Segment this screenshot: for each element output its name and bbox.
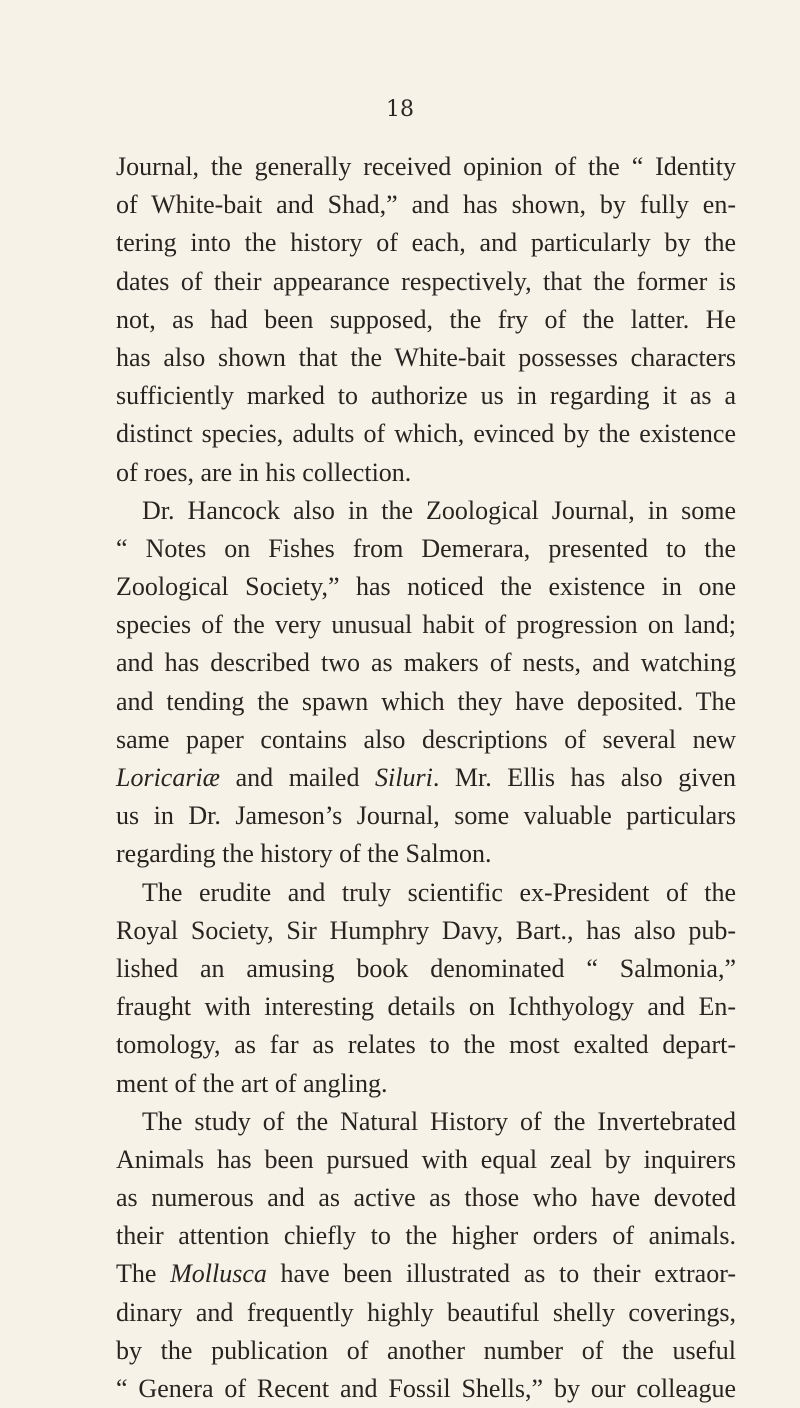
page-number: 18 xyxy=(386,97,414,122)
text-line: as numerous and as active as those who have devoted xyxy=(116,1183,736,1213)
text-line: “ Notes on Fishes from Demerara, presented to the xyxy=(116,533,736,563)
text-line: tomology, as far as relates to the most exalted depart- xyxy=(116,1030,736,1060)
text-line: dates of their appearance respectively, that the former is xyxy=(116,266,736,296)
text-line: Royal Society, Sir Humphry Davy, Bart., has also pub- xyxy=(116,915,736,945)
text-line: tering into the history of each, and particularly by the xyxy=(116,228,736,258)
text-line: by the publication of another number of the useful xyxy=(116,1335,736,1365)
text-line: Zoological Society,” has noticed the existence in one xyxy=(116,572,736,602)
text-line: Journal, the generally received opinion of the “ Identity xyxy=(116,152,736,181)
text-line: species of the very unusual habit of progression on land; xyxy=(116,610,736,640)
text-line xyxy=(116,1255,736,1293)
text-line: dinary and frequently highly beautiful shelly coverings, xyxy=(116,1297,736,1327)
italic-mollusca: Mollusca xyxy=(170,1259,267,1289)
text-line: The erudite and truly scientific ex-President of the xyxy=(142,877,736,907)
text-line: of roes, are in his collection. xyxy=(116,457,412,487)
text-line: distinct species, adults of which, evinced by the existence xyxy=(116,419,736,449)
text-line: ment of the art of angling. xyxy=(116,1068,388,1098)
text-line: has also shown that the White-bait possesses characters xyxy=(116,342,736,372)
text-fragment: have been illustrated as to their extraor- xyxy=(266,1259,737,1289)
text-line: The study of the Natural History of the Invertebrated xyxy=(142,1106,736,1136)
text-fragment: and mailed xyxy=(220,763,376,792)
text-line: not, as had been supposed, the fry of the latter. He xyxy=(116,304,736,334)
text-line xyxy=(116,759,736,797)
text-fragment: . Mr. Ellis has also given xyxy=(432,763,736,792)
text-line: Animals has been pursued with equal zeal by inquirers xyxy=(116,1144,736,1174)
text-line: sufficiently marked to authorize us in regarding it as a xyxy=(116,381,736,411)
text-line: and tending the spawn which they have deposited. The xyxy=(116,686,736,716)
italic-loricariae: Loricariæ xyxy=(116,763,221,792)
text-line: of White-bait and Shad,” and has shown, by fully en- xyxy=(116,190,736,220)
text-line: “ Genera of Recent and Fossil Shells,” by our colleague xyxy=(116,1374,736,1403)
text-line: regarding the history of the Salmon. xyxy=(116,839,492,869)
text-fragment: The xyxy=(116,1259,171,1289)
text-line: us in Dr. Jameson’s Journal, some valuable particulars xyxy=(116,801,736,831)
text-line: and has described two as makers of nests, and watching xyxy=(116,648,736,678)
body-text xyxy=(116,148,736,1408)
text-line: lished an amusing book denominated “ Salmonia,” xyxy=(116,953,736,983)
text-line: their attention chiefly to the higher orders of animals. xyxy=(116,1221,736,1251)
italic-siluri: Siluri xyxy=(375,763,433,792)
text-line: fraught with interesting details on Ichthyology and En- xyxy=(116,992,736,1022)
text-line: Dr. Hancock also in the Zoological Journal, in some xyxy=(142,495,736,525)
text-line: same paper contains also descriptions of several new xyxy=(116,724,736,754)
